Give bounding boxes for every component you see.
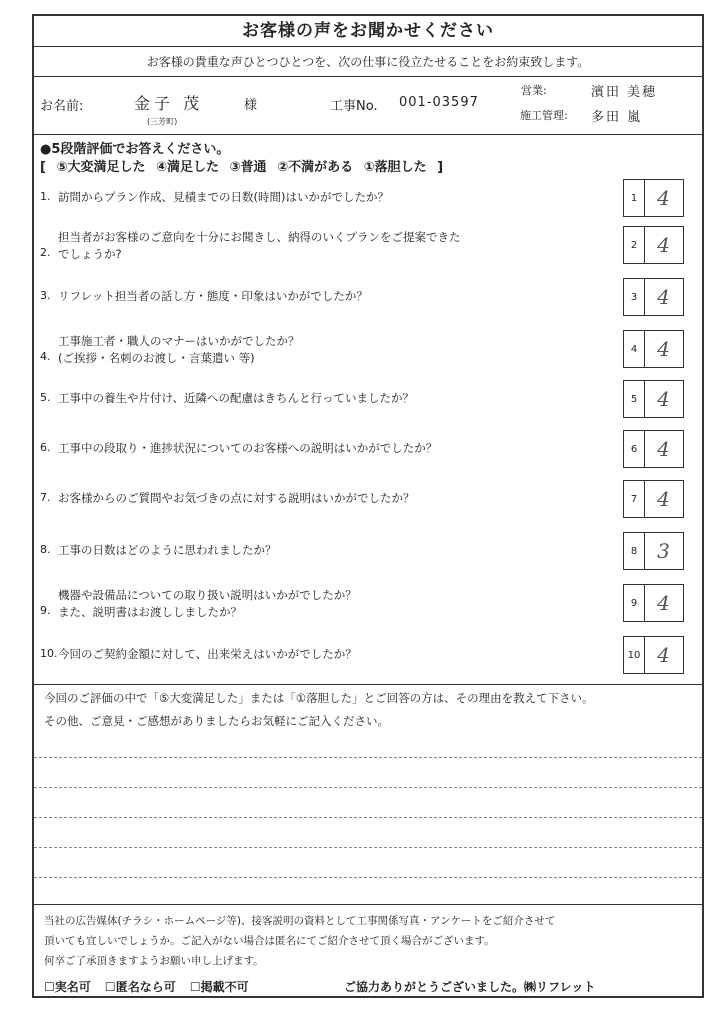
question-line: 工事の日数はどのように思われましたか？: [58, 543, 277, 557]
answer-index: 9: [624, 585, 645, 621]
question-number: 3.: [40, 289, 51, 302]
question-line: 機器や設備品についての取り扱い説明はいかがでしたか？: [58, 588, 357, 602]
answer-box[interactable]: [623, 532, 684, 570]
answer-box[interactable]: [623, 330, 684, 368]
answer-box[interactable]: [623, 278, 684, 316]
comment-line: [34, 817, 702, 818]
question-text: [58, 587, 357, 621]
divider: [34, 46, 702, 47]
customer-name: 金子 茂: [134, 94, 204, 113]
rating-heading: ●5段階評価でお答えください。: [40, 142, 230, 157]
answer-index: 1: [624, 180, 645, 216]
question-number: 10.: [40, 647, 58, 660]
comment-line: [34, 847, 702, 848]
question-line: また、説明書はお渡ししましたか？: [58, 605, 242, 619]
construction-manager: 多田 嵐: [591, 110, 643, 125]
question-line: 工事施工者・職人のマナーはいかがでしたか？: [58, 334, 300, 348]
sales-label: 営業:: [521, 84, 547, 97]
question-text: [58, 440, 437, 457]
question-text: [58, 542, 277, 559]
question-line: リフレット担当者の話し方・態度・印象はいかがでしたか？: [58, 289, 368, 303]
question-line: でしょうか?: [58, 247, 122, 261]
answer-box[interactable]: [623, 480, 684, 518]
comment-instruction-2: その他、ご意見・ご感想がありましたらお気軽にご記入ください。: [44, 714, 389, 728]
question-number: 6.: [40, 441, 51, 454]
answer-value: 4: [657, 437, 670, 461]
answer-value: 4: [657, 337, 670, 361]
question-number: 2.: [40, 246, 51, 259]
question-line: お客様からのご質問やお気づきの点に対する説明はいかがでしたか？: [58, 491, 415, 505]
divider: [34, 684, 702, 685]
divider: [34, 76, 702, 77]
footer-note-1: 当社の広告媒体(チラシ・ホームページ等)、接客説明の資料として工事関係写真・アンケートをご紹介させて: [44, 915, 556, 927]
answer-index: 5: [624, 381, 645, 417]
question-text: [58, 288, 368, 305]
answer-value: 4: [657, 387, 670, 411]
question-text: [58, 229, 461, 263]
answer-index: 7: [624, 481, 645, 517]
answer-value: 4: [657, 643, 670, 667]
answer-box[interactable]: [623, 584, 684, 622]
customer-town: (三芳町): [147, 117, 178, 126]
answer-value: 3: [657, 539, 670, 563]
answer-box[interactable]: [623, 430, 684, 468]
question-number: 1.: [40, 190, 51, 203]
question-line: 工事中の段取り・進捗状況についてのお客様への説明はいかがでしたか？: [58, 441, 438, 455]
question-number: 9.: [40, 604, 51, 617]
answer-value: 4: [657, 186, 670, 210]
question-line: 訪問からプラン作成、見積までの日数(時間)はいかがでしたか？: [58, 190, 389, 204]
sales-person: 濱田 美穂: [591, 85, 658, 100]
answer-index: 10: [624, 637, 645, 673]
answer-value: 4: [657, 233, 670, 257]
question-line: (ご挨拶・名刺のお渡し・言葉遣い 等): [58, 351, 255, 365]
publication-consent-options[interactable]: ☐実名可 ☐匿名なら可 ☐掲載不可: [44, 980, 249, 994]
honorific: 様: [244, 98, 258, 113]
question-number: 4.: [40, 350, 51, 363]
thanks-message: ご協力ありがとうございました。㈱リフレット: [344, 980, 596, 994]
answer-box[interactable]: [623, 226, 684, 264]
question-text: [58, 189, 389, 206]
kouji-number: 001-03597: [399, 95, 479, 110]
answer-box[interactable]: [623, 636, 684, 674]
construction-manager-label: 施工管理:: [520, 109, 568, 122]
question-text: [58, 333, 300, 367]
survey-form: [32, 14, 704, 998]
answer-value: 4: [657, 285, 670, 309]
question-text: [58, 390, 414, 407]
name-label: お名前:: [40, 99, 84, 114]
question-line: 今回のご契約金額に対して、出来栄えはいかがでしたか？: [58, 647, 357, 661]
answer-index: 6: [624, 431, 645, 467]
footer-note-3: 何卒ご了承頂きますようお願い申し上げます。: [44, 955, 264, 967]
answer-index: 8: [624, 533, 645, 569]
form-title: お客様の声をお聞かせください: [242, 21, 494, 41]
form-subtitle: お客様の貴重な声ひとつひとつを、次の仕事に役立たせることをお約束致します。: [146, 55, 590, 69]
answer-value: 4: [657, 487, 670, 511]
divider: [34, 904, 702, 905]
question-number: 5.: [40, 391, 51, 404]
answer-value: 4: [657, 591, 670, 615]
answer-box[interactable]: [623, 380, 684, 418]
question-text: [58, 490, 415, 507]
footer-note-2: 頂いても宜しいでしょうか。ご記入がない場合は匿名にてご紹介させて頂く場合がございます。: [44, 935, 495, 947]
kouji-label: 工事No.: [330, 99, 378, 114]
question-number: 7.: [40, 491, 51, 504]
answer-index: 3: [624, 279, 645, 315]
question-line: 工事中の養生や片付け、近隣への配慮はきちんと行っていましたか？: [58, 391, 415, 405]
comment-line: [34, 757, 702, 758]
comment-instruction: 今回のご評価の中で「⑤大変満足した」または「①落胆した」とご回答の方は、その理由を教えて下さい。: [44, 691, 594, 705]
answer-index: 2: [624, 227, 645, 263]
customer-info: [34, 78, 702, 136]
question-line: 担当者がお客様のご意向を十分にお聞きし、納得のいくプランをご提案できた: [58, 230, 461, 244]
question-text: [58, 646, 357, 663]
divider: [34, 134, 702, 135]
rating-scale: [ ⑤大変満足した ④満足した ③普通 ②不満がある ①落胆した ]: [40, 160, 444, 175]
comment-line: [34, 877, 702, 878]
answer-box[interactable]: [623, 179, 684, 217]
question-number: 8.: [40, 543, 51, 556]
comment-line: [34, 787, 702, 788]
answer-index: 4: [624, 331, 645, 367]
